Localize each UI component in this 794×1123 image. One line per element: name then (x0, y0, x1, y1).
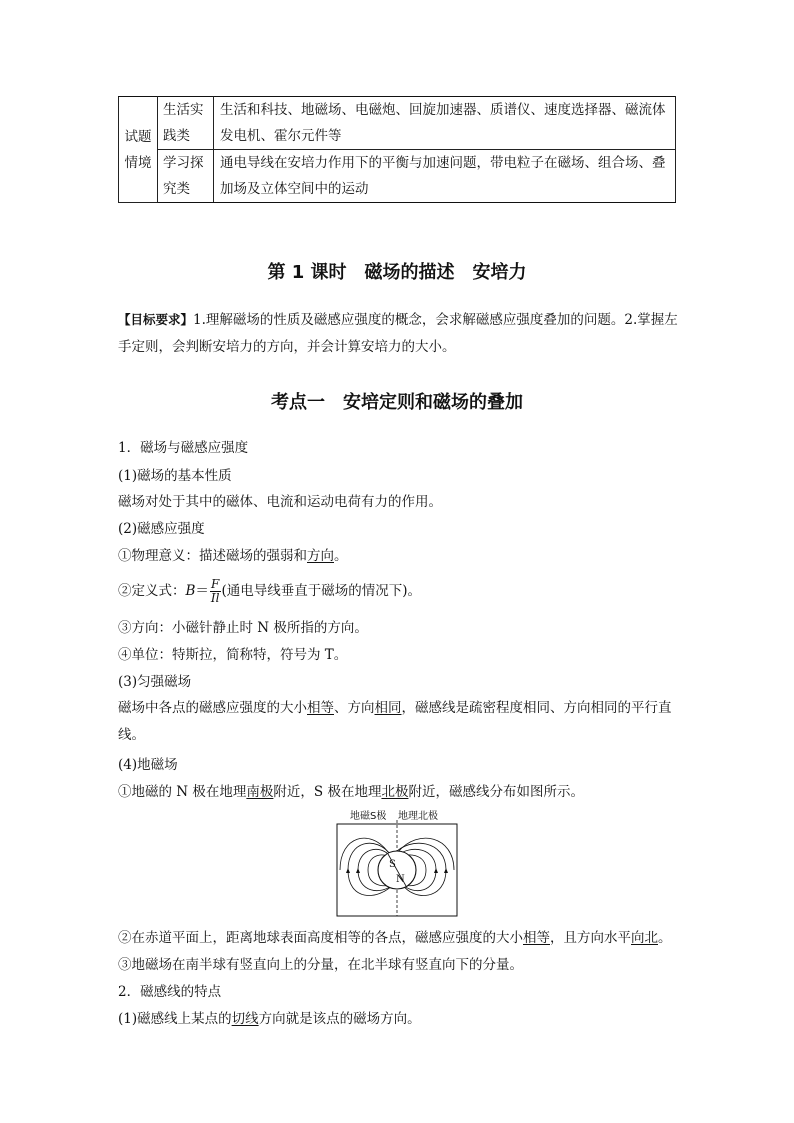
section-heading: 2．磁感线的特点 (118, 984, 222, 1000)
underlined-answer: 向北 (631, 930, 658, 946)
label-geographic-north: 地理北极 (398, 811, 438, 822)
formula-symbol: B (185, 583, 196, 599)
category-cell: 学习探究类 (158, 150, 214, 203)
table-row (119, 97, 676, 150)
formula-fraction: $\frac{F}{Il}$ (210, 577, 220, 605)
paragraph: (1)磁感线上某点的切线方向就是该点的磁场方向。 (118, 1011, 421, 1027)
table-row (119, 150, 676, 203)
goal-paragraph (118, 306, 678, 361)
paragraph: 磁场对处于其中的磁体、电流和运动电荷有力的作用。 (118, 494, 442, 510)
earth-magnetic-field-figure (336, 806, 458, 918)
underlined-answer: 北极 (381, 784, 409, 800)
underlined-answer: 南极 (246, 784, 274, 800)
list-item: ①物理意义：描述磁场的强弱和方向。 (118, 548, 348, 564)
goal-text: 1.理解磁场的性质及磁感应强度的概念，会求解磁感应强度叠加的问题。2.掌握左手定则，会判断安培力的方向，并会计算安培力的大小。 (118, 312, 678, 355)
list-item-formula: ②定义式：B＝ $\frac{F}{Il}$ (通电导线垂直于磁场的情况下)。 (118, 577, 422, 605)
group-label-cell (119, 97, 158, 203)
paragraph: 磁场中各点的磁感应强度的大小相等、方向相同，磁感线是疏密程度相同、方向相同的平行直线。 (118, 700, 672, 743)
scenario-table (118, 96, 676, 203)
content-cell: 通电导线在安培力作用下的平衡与加速问题，带电粒子在磁场、组合场、叠加场及立体空间中的运动 (214, 150, 676, 203)
underlined-answer: 相等 (307, 700, 334, 716)
section-heading: 1．磁场与磁感应强度 (118, 440, 249, 456)
list-item: ③方向：小磁针静止时 N 极所指的方向。 (118, 620, 368, 636)
pole-n-label: N (396, 874, 405, 885)
underlined-answer: 相同 (374, 700, 402, 716)
list-item: ①地磁的 N 极在地理南极附近，S 极在地理北极附近，磁感线分布如图所示。 (118, 784, 584, 800)
lesson-title: 第 1 课时 磁场的描述 安培力 (267, 262, 527, 283)
label-geomagnetic-s: 地磁S极 (350, 811, 387, 822)
list-item: ④单位：特斯拉，简称特，符号为 T。 (118, 647, 348, 663)
goal-tag: 【目标要求】 (118, 312, 194, 327)
underlined-answer: 相等 (523, 930, 550, 946)
underlined-answer: 方向 (307, 548, 334, 564)
list-item: ②在赤道平面上，距离地球表面高度相等的各点，磁感应强度的大小相等，且方向水平向北。 (118, 930, 672, 946)
sub-heading: (2)磁感应强度 (118, 521, 205, 537)
category-cell: 生活实践类 (158, 97, 214, 150)
sub-heading: (1)磁场的基本性质 (118, 468, 232, 484)
content-cell: 生活和科技、地磁场、电磁炮、回旋加速器、质谱仪、速度选择器、磁流体发电机、霍尔元件等 (214, 97, 676, 150)
group-label: 试题情境 (124, 128, 152, 171)
list-item: ③地磁场在南半球有竖直向上的分量，在北半球有竖直向下的分量。 (118, 957, 523, 973)
underlined-answer: 切线 (231, 1011, 259, 1027)
pole-s-label: S (389, 859, 396, 870)
sub-heading: (3)匀强磁场 (118, 674, 192, 690)
topic-title: 考点一 安培定则和磁场的叠加 (271, 392, 523, 413)
sub-heading: (4)地磁场 (118, 757, 178, 773)
